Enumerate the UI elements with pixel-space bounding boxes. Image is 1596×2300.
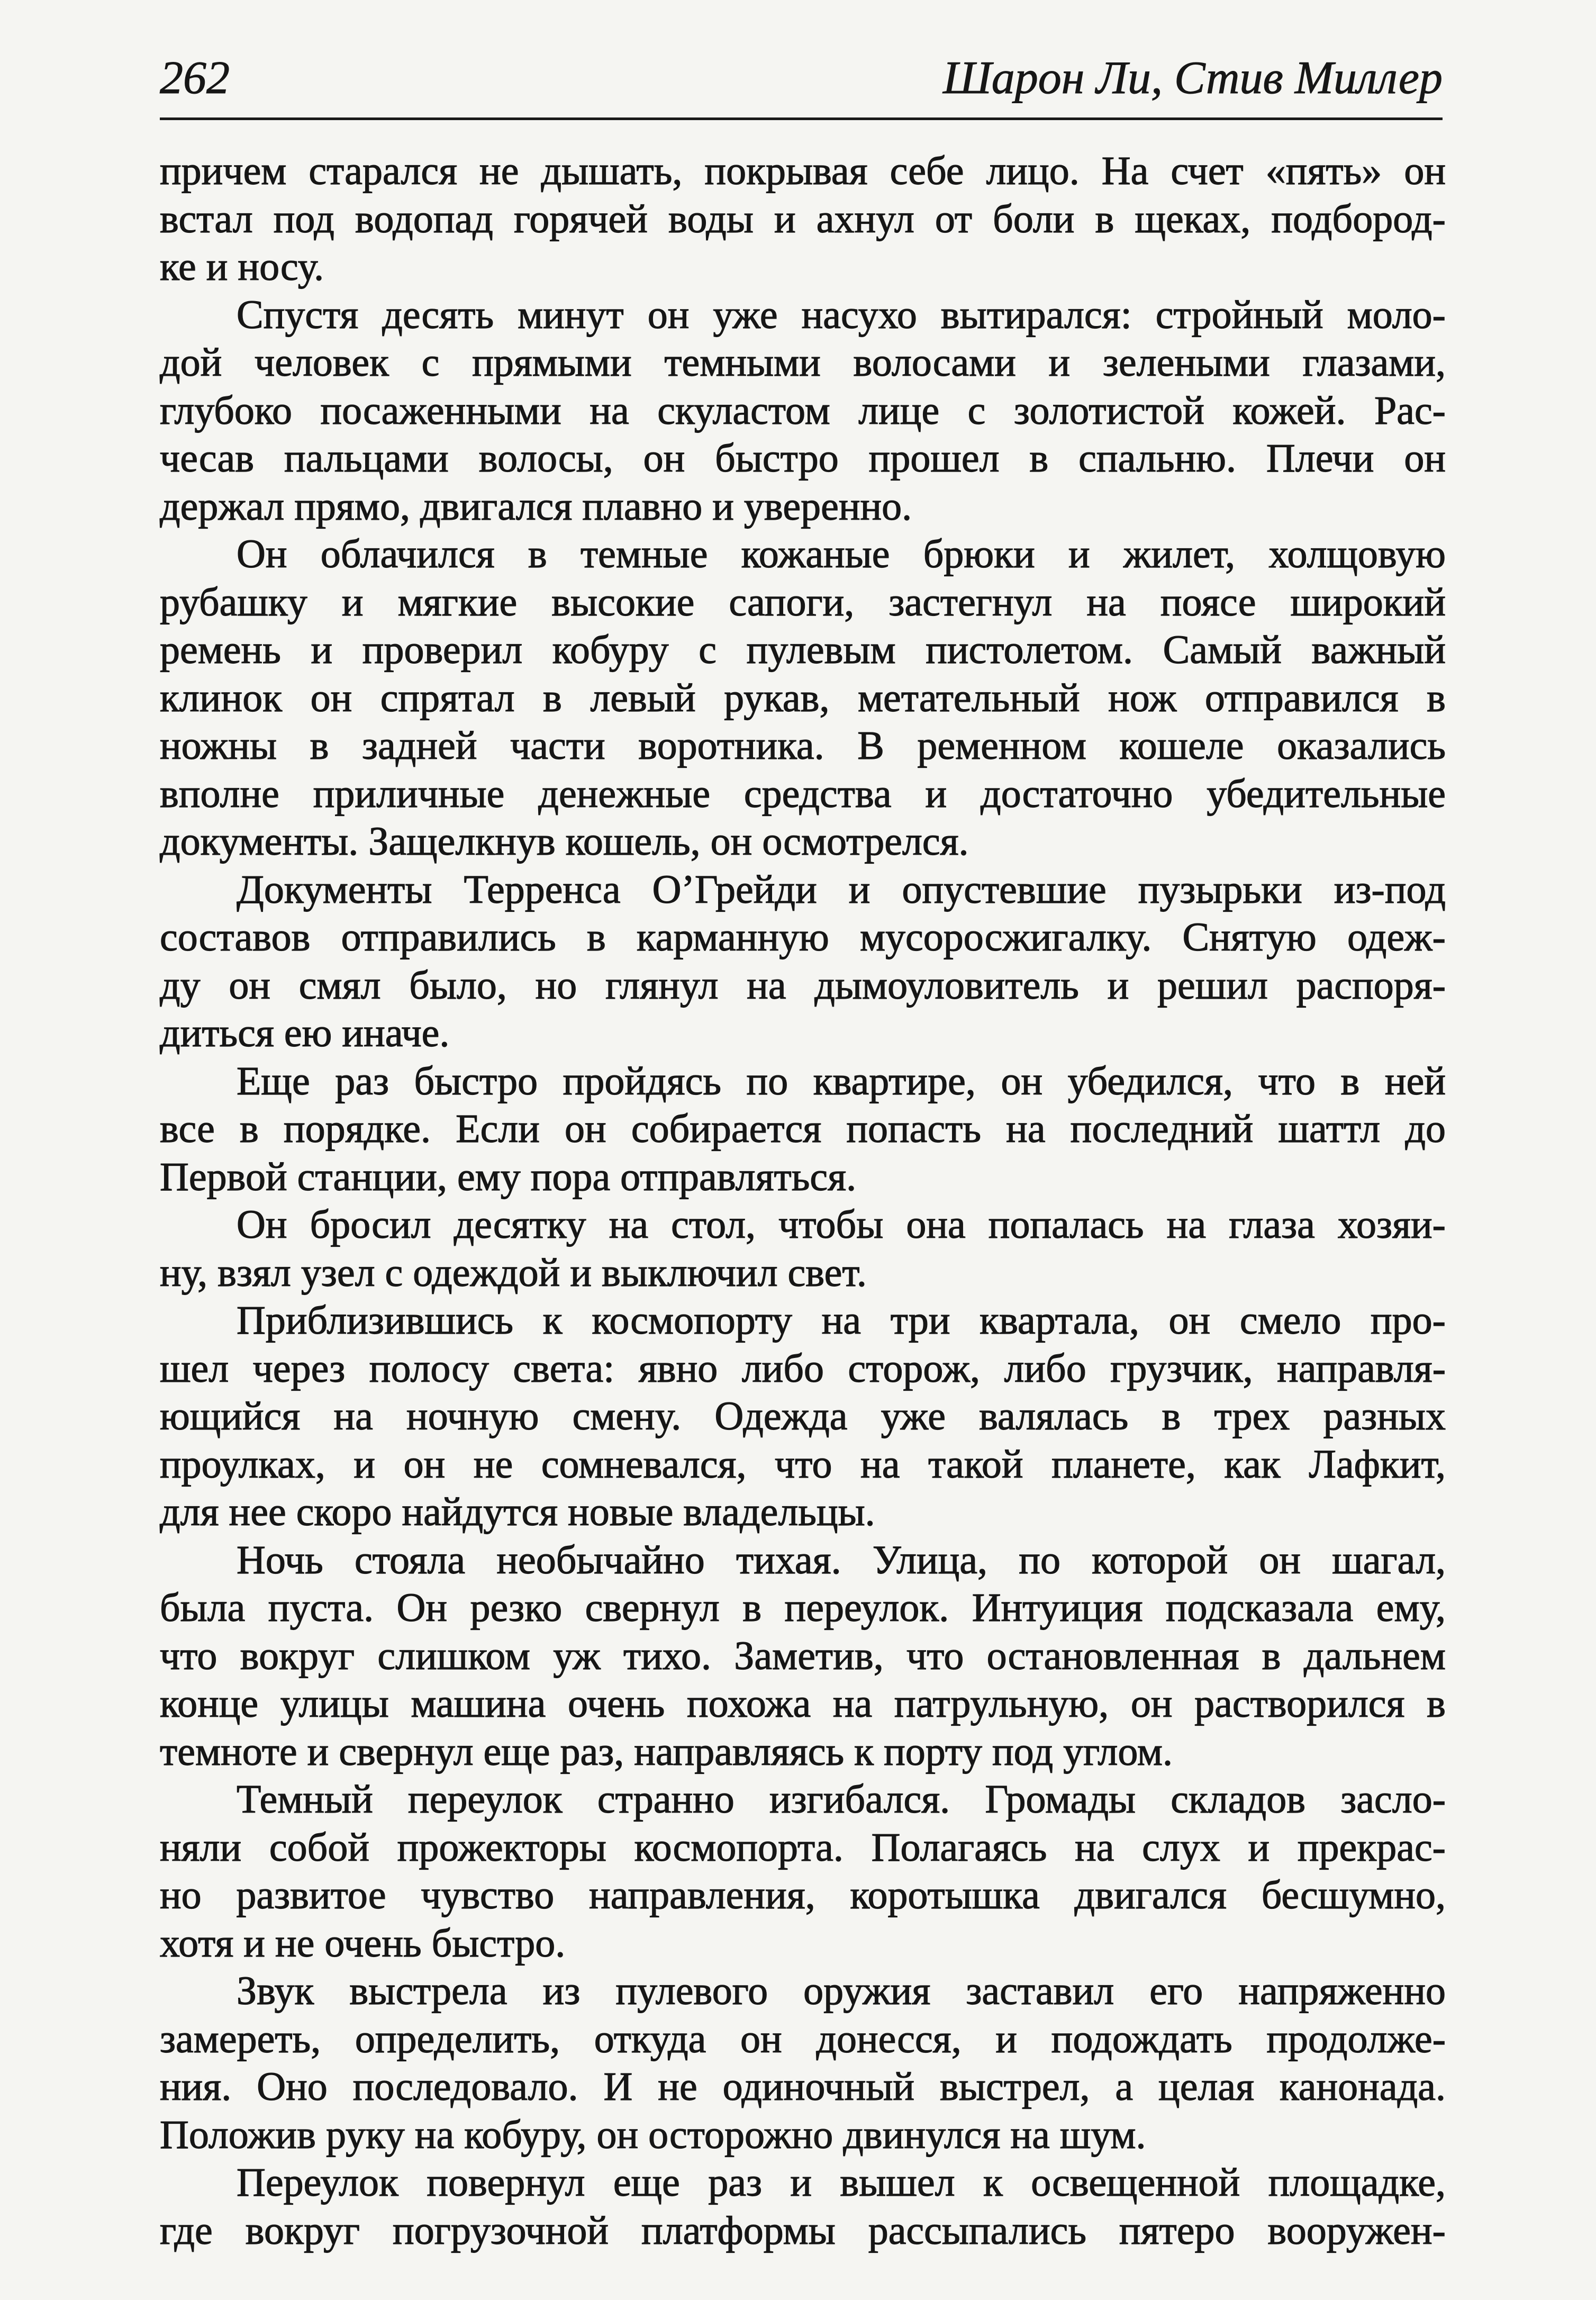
text-line: держал прямо, двигался плавно и уверенно. <box>160 484 912 529</box>
text-line: няли собой прожекторы космопорта. Полагаясь на слух и прекрас- <box>160 1825 1446 1870</box>
text-line: Спустя десять минут он уже насухо вытирался: стройный моло- <box>237 292 1446 337</box>
paragraph <box>160 1967 1446 2159</box>
text-line: Ночь стояла необычайно тихая. Улица, по которой он шагал, <box>237 1537 1446 1582</box>
text-line: Первой станции, ему пора отправляться. <box>160 1154 857 1199</box>
text-line: составов отправились в карманную мусоросжигалку. Снятую одеж- <box>160 915 1446 959</box>
text-line: дой человек с прямыми темными волосами и зелеными глазами, <box>160 340 1446 385</box>
page-number: 262 <box>160 52 230 104</box>
text-line: хотя и не очень быстро. <box>160 1921 566 1966</box>
text-line: ножны в задней части воротника. В ременном кошеле оказались <box>160 723 1446 768</box>
text-line: ду он смял было, но глянул на дымоуловитель и решил распоря- <box>160 963 1446 1008</box>
text-line: Он бросил десятку на стол, чтобы она попалась на глаза хозяи- <box>237 1202 1446 1247</box>
text-line: глубоко посаженными на скуластом лице с золотистой кожей. Рас- <box>160 388 1446 433</box>
text-line: вполне приличные денежные средства и достаточно убедительные <box>160 771 1446 816</box>
text-line: темноте и свернул еще раз, направляясь к порту под углом. <box>160 1729 1173 1774</box>
text-line: чесав пальцами волосы, он быстро прошел в спальню. Плечи он <box>160 436 1446 481</box>
text-line: что вокруг слишком уж тихо. Заметив, что остановленная в дальнем <box>160 1633 1446 1678</box>
text-line: ремень и проверил кобуру с пулевым пистолетом. Самый важный <box>160 628 1446 672</box>
paragraph <box>160 147 1446 291</box>
paragraph <box>160 1057 1446 1201</box>
text-line: ке и носу. <box>160 245 324 289</box>
text-line: клинок он спрятал в левый рукав, метательный нож отправился в <box>160 675 1446 720</box>
text-line: где вокруг погрузочной платформы рассыпались пятеро вооружен- <box>160 2208 1446 2253</box>
body-text <box>160 147 1446 2254</box>
text-line: Переулок повернул еще раз и вышел к освещенной площадке, <box>237 2160 1446 2205</box>
text-line: Он облачился в темные кожаные брюки и жилет, холщовую <box>237 532 1446 576</box>
text-line: встал под водопад горячей воды и ахнул от боли в щеках, подбород- <box>160 196 1446 241</box>
text-line: Еще раз быстро пройдясь по квартире, он убедился, что в ней <box>237 1058 1446 1103</box>
text-line: причем старался не дышать, покрывая себе лицо. На счет «пять» он <box>160 149 1446 193</box>
text-line: ну, взял узел с одеждой и выключил свет. <box>160 1250 867 1295</box>
paragraph <box>160 866 1446 1057</box>
text-line: проулках, и он не сомневался, что на такой планете, как Лафкит, <box>160 1442 1446 1487</box>
paragraph <box>160 1536 1446 1776</box>
text-line: рубашку и мягкие высокие сапоги, застегнул на поясе широкий <box>160 579 1446 624</box>
text-line: конце улицы машина очень похожа на патрульную, он растворился в <box>160 1681 1446 1726</box>
text-line: Документы Терренса О’Грейди и опустевшие пузырьки из-под <box>237 867 1446 912</box>
text-line: была пуста. Он резко свернул в переулок. Интуиция подсказала ему, <box>160 1586 1446 1630</box>
header-rule <box>160 117 1443 120</box>
text-line: ющийся на ночную смену. Одежда уже валялась в трех разных <box>160 1394 1446 1438</box>
text-line: Положив руку на кобуру, он осторожно двинулся на шум. <box>160 2112 1146 2157</box>
paragraph <box>160 530 1446 866</box>
text-line: все в порядке. Если он собирается попасть на последний шаттл до <box>160 1107 1446 1151</box>
paragraph <box>160 2159 1446 2254</box>
text-line: для нее скоро найдутся новые владельцы. <box>160 1490 875 1534</box>
text-line: но развитое чувство направления, коротышка двигался бесшумно, <box>160 1873 1446 1917</box>
paragraph <box>160 1201 1446 1297</box>
paragraph <box>160 291 1446 531</box>
running-title: Шарон Ли, Стив Миллер <box>942 52 1443 104</box>
text-line: Темный переулок странно изгибался. Громады складов засло- <box>237 1777 1446 1822</box>
paragraph <box>160 1297 1446 1536</box>
text-line: документы. Защелкнув кошель, он осмотрелся. <box>160 819 969 864</box>
text-line: диться ею иначе. <box>160 1011 450 1055</box>
paragraph <box>160 1776 1446 1967</box>
text-line: Приблизившись к космопорту на три квартала, он смело про- <box>237 1298 1446 1343</box>
text-line: шел через полосу света: явно либо сторож, либо грузчик, направля- <box>160 1346 1446 1391</box>
text-line: Звук выстрела из пулевого оружия заставил его напряженно <box>237 1969 1446 2013</box>
text-line: замереть, определить, откуда он донесся, и подождать продолже- <box>160 2016 1446 2061</box>
text-line: ния. Оно последовало. И не одиночный выстрел, а целая канонада. <box>160 2064 1446 2109</box>
